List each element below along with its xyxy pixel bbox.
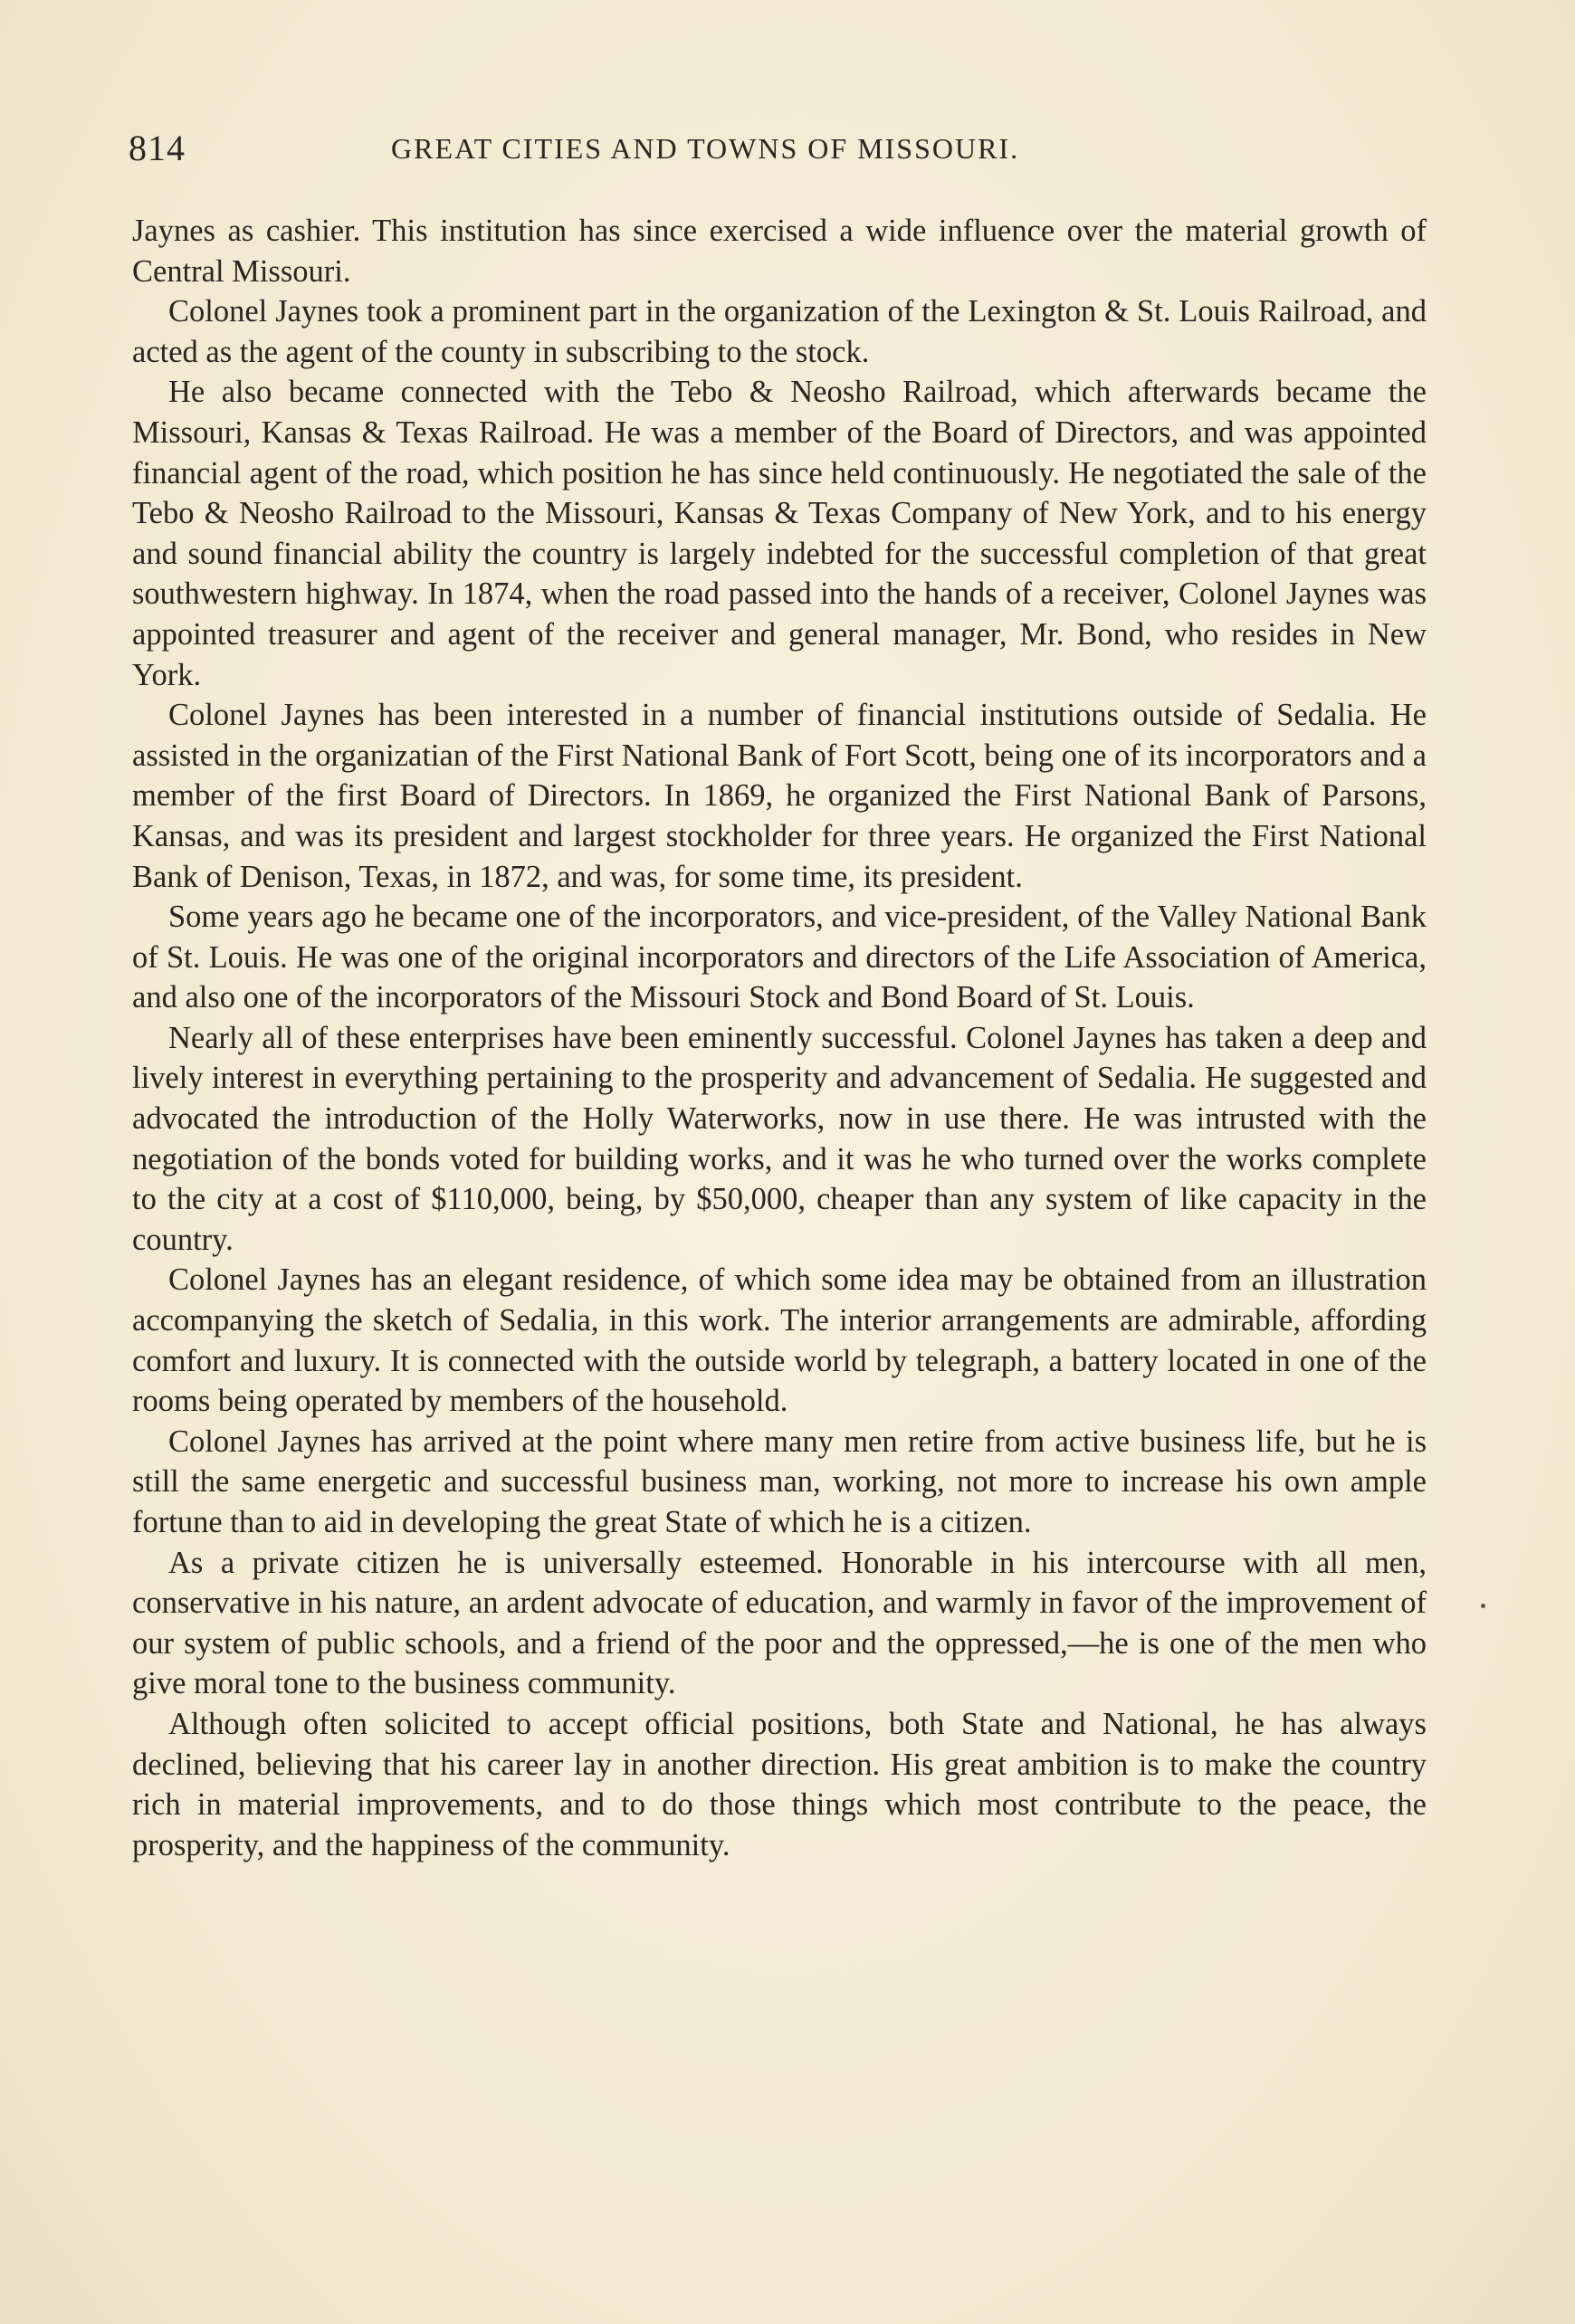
paragraph: Although often solicited to accept official positions, both State and National, he has always declined, believing that his career lay in another direction. His great ambition is to make the country rich in material improvements, and to do those things which most contribute to the peace, the prosperity, and the happiness of the community. xyxy=(132,1706,1427,1862)
paragraph: He also became connected with the Tebo & Neosho Railroad, which afterwards became the Missouri, Kansas & Texas Railroad. He was a member of the Board of Directors, and was appointed financial agent of the road, which position he has since held continuously. He negotiated the sale of the Tebo & Neosho Railroad to the Missouri, Kansas & Texas Company of New York, and to his energy and sound financial ability the country is largely indebted for the successful completion of that great southwestern highway. In 1874, when the road passed into the hands of a receiver, Colonel Jaynes was appointed treasurer and agent of the receiver and general manager, Mr. Bond, who resides in New York. xyxy=(132,375,1427,692)
paragraph: Colonel Jaynes has an elegant residence, of which some idea may be obtained from an illustration accompanying the sketch of Sedalia, in this work. The interior arrangements are admirable, affording comfort and luxury. It is connected with the outside world by telegraph, a battery located in one of the rooms being operated by members of the household. xyxy=(132,1262,1427,1419)
paragraph: As a private citizen he is universally esteemed. Honorable in his intercourse with all men, conservative in his nature, an ardent advocate of education, and warmly in favor of the improvement of our system of public schools, and a friend of the poor and the oppressed,—he is one of the men who give moral tone to the business community. xyxy=(132,1545,1427,1701)
ink-speck xyxy=(1481,1604,1485,1608)
paragraph: Nearly all of these enterprises have been eminently successful. Colonel Jaynes has taken a deep and lively interest in everything pertaining to the prosperity and advancement of Sedalia. He suggested and advocated the introduction of the Holly Waterworks, now in use there. He was intrusted with the negotiation of the bonds voted for building works, and it was he who turned over the works complete to the city at a cost of $110,000, being, by $50,000, cheaper than any system of like capacity in the country. xyxy=(132,1020,1427,1257)
paragraph: Colonel Jaynes took a prominent part in the organization of the Lexington & St. Louis Railroad, and acted as the agent of the county in subscribing to the stock. xyxy=(132,294,1427,369)
paragraph: Some years ago he became one of the incorporators, and vice-president, of the Valley National Bank of St. Louis. He was one of the original incorporators and directors of the Life Association of America, and also one of the incorporators of the Missouri Stock and Bond Board of St. Louis. xyxy=(132,900,1427,1015)
running-head: GREAT CITIES AND TOWNS OF MISSOURI. xyxy=(391,132,1020,165)
body-text xyxy=(132,211,1427,1865)
paragraph: Colonel Jaynes has arrived at the point where many men retire from active business life, but he is still the same energetic and successful business man, working, not more to increase his own ample fortune than to aid in developing the great State of which he is a citizen. xyxy=(132,1424,1427,1539)
page-header xyxy=(129,127,1427,181)
paragraph: Colonel Jaynes has been interested in a number of financial institutions outside of Sedalia. He assisted in the organizatian of the First National Bank of Fort Scott, being one of its incorporators and a member of the first Board of Directors. In 1869, he organized the First National Bank of Parsons, Kansas, and was its president and largest stockholder for three years. He organized the First National Bank of Denison, Texas, in 1872, and was, for some time, its president. xyxy=(132,698,1427,894)
page-number: 814 xyxy=(129,128,186,168)
paragraph: Jaynes as cashier. This institution has since exercised a wide influence over the material growth of Central Missouri. xyxy=(132,214,1427,289)
